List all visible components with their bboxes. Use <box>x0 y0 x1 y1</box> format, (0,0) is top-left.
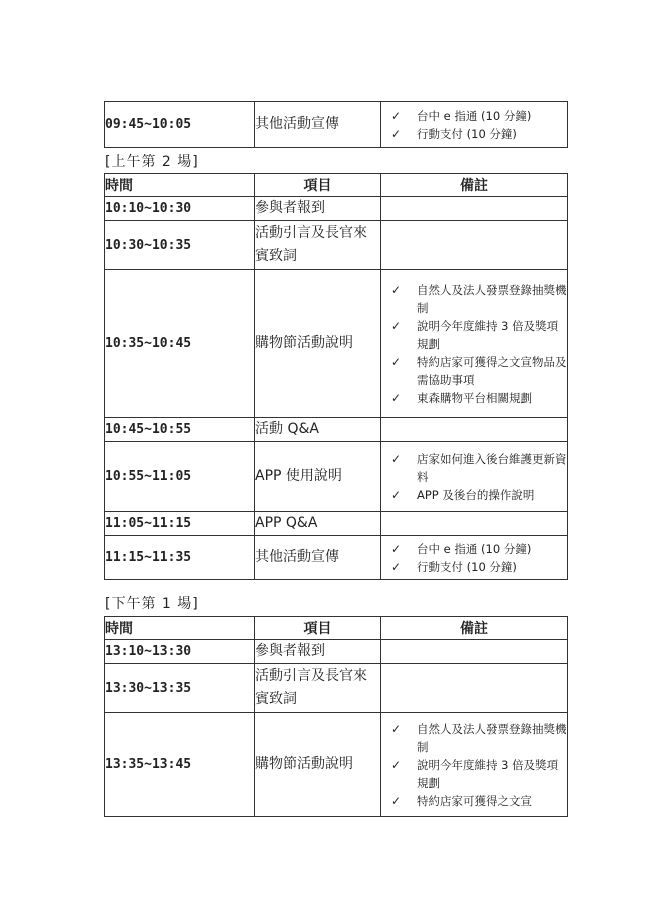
note-text: 行動支付 (10 分鐘) <box>417 559 517 574</box>
time-cell: 10:35~10:45 <box>105 270 255 418</box>
table-row <box>105 536 568 580</box>
note-cell <box>381 418 568 442</box>
section-label-afternoon-1: [下午第 1 場] <box>105 596 199 612</box>
item-cell: 活動引言及長官來賓致詞 <box>255 221 381 270</box>
note-text: 行動支付 (10 分鐘) <box>417 126 517 141</box>
header-item: 項目 <box>255 174 381 197</box>
item-cell: 其他活動宣傳 <box>255 102 381 148</box>
note-cell <box>381 102 568 148</box>
checkmark-icon: ✓ <box>391 559 402 574</box>
table-row <box>105 270 568 418</box>
time-cell: 13:35~13:45 <box>105 713 255 817</box>
note-cell <box>381 197 568 221</box>
note-item <box>381 281 567 317</box>
note-text: 店家如何進入後台維護更新資料 <box>417 451 567 484</box>
time-cell: 11:15~11:35 <box>105 536 255 580</box>
item-cell: 購物節活動說明 <box>255 270 381 418</box>
time-cell: 10:55~11:05 <box>105 442 255 512</box>
note-cell <box>381 221 568 270</box>
checkmark-icon: ✓ <box>391 354 402 369</box>
header-row <box>105 174 568 197</box>
item-cell: 活動 Q&A <box>255 418 381 442</box>
checkmark-icon: ✓ <box>391 390 402 405</box>
note-text: APP 及後台的操作說明 <box>417 487 535 502</box>
note-item <box>381 756 567 792</box>
checkmark-icon: ✓ <box>391 721 402 736</box>
time-cell: 13:10~13:30 <box>105 640 255 664</box>
note-item <box>381 558 567 576</box>
note-item <box>381 792 567 810</box>
header-row <box>105 617 568 640</box>
time-cell: 10:30~10:35 <box>105 221 255 270</box>
note-item <box>381 353 567 389</box>
note-text: 特約店家可獲得之文宣 <box>417 793 532 808</box>
item-cell: APP 使用說明 <box>255 442 381 512</box>
item-cell: 參與者報到 <box>255 640 381 664</box>
schedule-table-continued <box>104 101 568 148</box>
checkmark-icon: ✓ <box>391 108 402 123</box>
table-row <box>105 713 568 817</box>
table-row <box>105 640 568 664</box>
checkmark-icon: ✓ <box>391 487 402 502</box>
header-time: 時間 <box>105 174 255 197</box>
note-cell <box>381 713 568 817</box>
note-text: 台中 e 指通 (10 分鐘) <box>417 108 532 123</box>
header-note: 備註 <box>381 174 568 197</box>
note-text: 說明今年度維持 3 倍及獎項規劃 <box>417 318 559 351</box>
note-text: 特約店家可獲得之文宣物品及需協助事項 <box>417 354 567 387</box>
note-text: 自然人及法人發票登錄抽獎機制 <box>417 282 567 315</box>
note-cell <box>381 270 568 418</box>
item-cell: 參與者報到 <box>255 197 381 221</box>
checkmark-icon: ✓ <box>391 793 402 808</box>
table-row <box>105 197 568 221</box>
table-row <box>105 221 568 270</box>
item-cell: 購物節活動說明 <box>255 713 381 817</box>
note-item <box>381 486 567 504</box>
header-time: 時間 <box>105 617 255 640</box>
note-item <box>381 389 567 407</box>
checkmark-icon: ✓ <box>391 282 402 297</box>
checkmark-icon: ✓ <box>391 541 402 556</box>
checkmark-icon: ✓ <box>391 757 402 772</box>
table-row <box>105 442 568 512</box>
note-item <box>381 540 567 558</box>
time-cell: 11:05~11:15 <box>105 512 255 536</box>
schedule-table-morning-2 <box>104 173 568 580</box>
note-item <box>381 450 567 486</box>
note-item <box>381 720 567 756</box>
time-cell: 13:30~13:35 <box>105 664 255 713</box>
note-text: 自然人及法人發票登錄抽獎機制 <box>417 721 567 754</box>
item-cell: APP Q&A <box>255 512 381 536</box>
note-item <box>381 317 567 353</box>
note-text: 台中 e 指通 (10 分鐘) <box>417 541 532 556</box>
header-item: 項目 <box>255 617 381 640</box>
item-cell: 其他活動宣傳 <box>255 536 381 580</box>
checkmark-icon: ✓ <box>391 318 402 333</box>
note-cell <box>381 442 568 512</box>
note-item <box>381 125 567 143</box>
note-text: 東森購物平台相關規劃 <box>417 390 532 405</box>
table-row <box>105 512 568 536</box>
table-row <box>105 102 568 148</box>
time-cell: 09:45~10:05 <box>105 102 255 148</box>
checkmark-icon: ✓ <box>391 451 402 466</box>
note-cell <box>381 664 568 713</box>
schedule-table-afternoon-1 <box>104 616 568 817</box>
section-label-morning-2: [上午第 2 場] <box>105 154 199 170</box>
note-item <box>381 107 567 125</box>
table-row <box>105 664 568 713</box>
header-note: 備註 <box>381 617 568 640</box>
note-text: 說明今年度維持 3 倍及獎項規劃 <box>417 757 559 790</box>
note-cell <box>381 512 568 536</box>
table-row <box>105 418 568 442</box>
note-cell <box>381 640 568 664</box>
item-cell: 活動引言及長官來賓致詞 <box>255 664 381 713</box>
time-cell: 10:10~10:30 <box>105 197 255 221</box>
checkmark-icon: ✓ <box>391 126 402 141</box>
note-cell <box>381 536 568 580</box>
time-cell: 10:45~10:55 <box>105 418 255 442</box>
